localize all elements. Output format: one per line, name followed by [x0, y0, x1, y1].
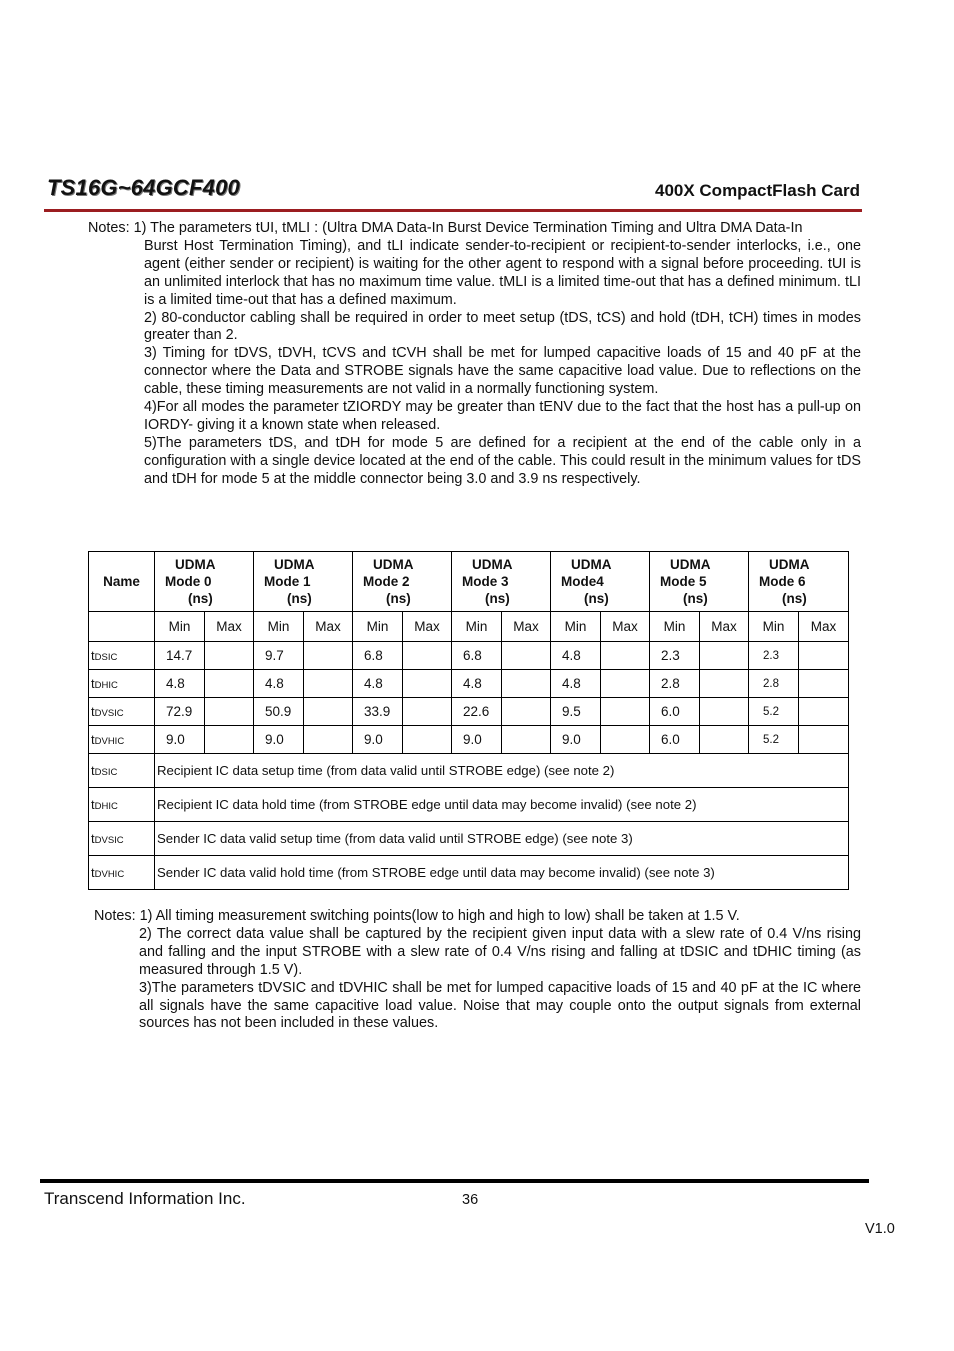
mode-column-header — [353, 552, 452, 612]
param-t: t — [91, 831, 95, 846]
mode-header-l2: Mode 1 — [264, 574, 311, 589]
param-t: t — [91, 704, 95, 719]
max-value — [304, 642, 353, 670]
mode-header-l3: (ns) — [485, 591, 510, 606]
max-value — [502, 642, 551, 670]
max-value — [799, 670, 849, 698]
table-row — [89, 670, 849, 698]
min-header: Min — [155, 612, 205, 642]
description-row — [89, 822, 849, 856]
min-value: 33.9 — [353, 698, 403, 726]
param-t: t — [91, 797, 95, 812]
param-subscript: DVSIC — [94, 708, 124, 719]
parameter-name — [89, 822, 155, 856]
param-t: t — [91, 763, 95, 778]
min-value: 50.9 — [254, 698, 304, 726]
note-2: 2) 80-conductor cabling shall be required in order to meet setup (tDS, tCS) and hold (tDH, tCH) times in modes greater than 2. — [144, 309, 861, 344]
max-value — [601, 642, 650, 670]
bottom-note-1: Notes: 1) All timing measurement switching points(low to high and high to low) shall be taken at 1.5 V. — [94, 908, 740, 924]
min-value: 6.8 — [452, 642, 502, 670]
min-value: 9.0 — [452, 726, 502, 754]
param-subscript: DVHIC — [94, 736, 125, 747]
min-value: 4.8 — [254, 670, 304, 698]
min-value: 9.0 — [551, 726, 601, 754]
min-value: 14.7 — [155, 642, 205, 670]
min-header: Min — [254, 612, 304, 642]
max-value — [502, 698, 551, 726]
min-value: 2.8 — [749, 670, 799, 698]
min-value: 6.0 — [650, 726, 700, 754]
max-value — [205, 698, 254, 726]
max-value — [403, 698, 452, 726]
max-value — [205, 670, 254, 698]
empty-cell — [89, 612, 155, 642]
bottom-note-2: 2) The correct data value shall be captured by the recipient given input data with a slew rate of 0.4 V/ns rising and falling and the input STROBE with a slew rate of 0.4 V/ns rising and falling at tDSIC and tDHIC timing (as measured through 1.5 V). — [139, 925, 861, 978]
max-value — [700, 698, 749, 726]
max-value — [601, 726, 650, 754]
max-value — [205, 726, 254, 754]
min-max-row — [89, 612, 849, 642]
min-value: 4.8 — [155, 670, 205, 698]
param-t: t — [91, 648, 95, 663]
max-value — [304, 670, 353, 698]
min-value: 2.3 — [650, 642, 700, 670]
parameter-name — [89, 754, 155, 788]
min-value: 6.0 — [650, 698, 700, 726]
bottom-note-3: 3)The parameters tDVSIC and tDVHIC shall be met for lumped capacitive loads of 15 and 40 pF at the IC where all signals have the same capacitive load value. Noise that may couple onto the output signals from external sources has not been included in these values. — [139, 979, 861, 1032]
mode-header-l1: UDMA — [571, 557, 612, 572]
mode-header-l2: Mode 3 — [462, 574, 509, 589]
max-header: Max — [205, 612, 254, 642]
mode-column-header — [254, 552, 353, 612]
min-value: 9.5 — [551, 698, 601, 726]
max-value — [700, 642, 749, 670]
mode-header-l3: (ns) — [584, 591, 609, 606]
timing-table — [88, 551, 849, 890]
param-subscript: DVHIC — [94, 869, 125, 880]
mode-header-l2: Mode 5 — [660, 574, 707, 589]
param-subscript: DVSIC — [94, 835, 124, 846]
mode-header-l2: Mode 0 — [165, 574, 212, 589]
note-1-rest: Burst Host Termination Timing), and tLI indicate sender-to-recipient or recipient-to-sender interlocks, i.e., one agent (either sender or recipient) is waiting for the other agent to respond with a signal before proceeding. tUI is an unlimited interlock that has no maximum time value. tMLI is a limited time-out that has a defined minimum. tLI is a limited time-out that has a defined maximum. — [144, 237, 861, 308]
max-value — [601, 698, 650, 726]
min-header: Min — [650, 612, 700, 642]
min-header: Min — [749, 612, 799, 642]
param-t: t — [91, 732, 95, 747]
note-5: 5)The parameters tDS, and tDH for mode 5 are defined for a recipient at the end of the cable only in a configuration with a single device located at the end of the cable. This could result in the minimum values for tDS and tDH for mode 5 at the middle connector being 3.0 and 3.9 ns respectively. — [144, 434, 861, 487]
min-value: 9.0 — [353, 726, 403, 754]
min-header: Min — [551, 612, 601, 642]
max-header: Max — [799, 612, 849, 642]
max-value — [700, 726, 749, 754]
document-title: TS16G~64GCF400 — [47, 175, 240, 200]
min-value: 72.9 — [155, 698, 205, 726]
notes-bottom — [94, 908, 861, 1033]
footer-rule — [40, 1179, 869, 1183]
mode-header-l2: Mode 2 — [363, 574, 410, 589]
max-value — [799, 726, 849, 754]
table-row — [89, 698, 849, 726]
max-header: Max — [700, 612, 749, 642]
mode-header-l3: (ns) — [188, 591, 213, 606]
min-value: 4.8 — [551, 670, 601, 698]
max-value — [403, 726, 452, 754]
max-header: Max — [601, 612, 650, 642]
notes-prefix: Notes: — [88, 220, 134, 236]
name-column-header: Name — [89, 552, 155, 612]
parameter-name — [89, 726, 155, 754]
parameter-name — [89, 698, 155, 726]
mode-header-l3: (ns) — [287, 591, 312, 606]
min-header: Min — [353, 612, 403, 642]
min-value: 5.2 — [749, 726, 799, 754]
parameter-name — [89, 670, 155, 698]
parameter-description: Sender IC data valid setup time (from data valid until STROBE edge) (see note 3) — [155, 822, 849, 856]
min-value: 2.3 — [749, 642, 799, 670]
min-value: 9.0 — [155, 726, 205, 754]
table-row — [89, 726, 849, 754]
max-header: Max — [304, 612, 353, 642]
parameter-name — [89, 856, 155, 890]
min-value: 4.8 — [551, 642, 601, 670]
mode-header-l3: (ns) — [782, 591, 807, 606]
mode-column-header — [749, 552, 849, 612]
mode-header-l1: UDMA — [769, 557, 810, 572]
mode-header-l3: (ns) — [683, 591, 708, 606]
max-value — [403, 670, 452, 698]
note-1-start: 1) The parameters tUI, tMLI : (Ultra DMA Data-In Burst Device Termination Timing and Ultra DMA Data-In — [133, 220, 803, 236]
parameter-description: Recipient IC data setup time (from data valid until STROBE edge) (see note 2) — [155, 754, 849, 788]
param-t: t — [91, 676, 95, 691]
max-value — [799, 698, 849, 726]
mode-header-l2: Mode4 — [561, 574, 604, 589]
version-label: V1.0 — [865, 1221, 895, 1237]
mode-header-l1: UDMA — [373, 557, 414, 572]
mode-header-l3: (ns) — [386, 591, 411, 606]
table-row — [89, 642, 849, 670]
parameter-name — [89, 788, 155, 822]
max-value — [403, 642, 452, 670]
parameter-description: Recipient IC data hold time (from STROBE edge until data may become invalid) (see note 2) — [155, 788, 849, 822]
max-value — [502, 670, 551, 698]
note-1-first-line — [88, 220, 861, 238]
table-header-row — [89, 552, 849, 612]
param-subscript: DHIC — [94, 680, 118, 691]
max-value — [601, 670, 650, 698]
param-subscript: DSIC — [94, 767, 118, 778]
min-value: 4.8 — [452, 670, 502, 698]
min-header: Min — [452, 612, 502, 642]
min-value: 4.8 — [353, 670, 403, 698]
description-row — [89, 856, 849, 890]
mode-header-l1: UDMA — [472, 557, 513, 572]
header-rule — [44, 209, 862, 212]
mode-column-header — [551, 552, 650, 612]
min-value: 2.8 — [650, 670, 700, 698]
note-4: 4)For all modes the parameter tZIORDY may be greater than tENV due to the fact that the host has a pull-up on IORDY- giving it a known state when released. — [144, 399, 861, 433]
parameter-name — [89, 642, 155, 670]
min-value: 9.7 — [254, 642, 304, 670]
note-3: 3) Timing for tDVS, tDVH, tCVS and tCVH shall be met for lumped capacitive loads of 15 and 40 pF at the connector where the Data and STROBE signals have the same capacitive load value. Due to reflections on the cable, these timing measurements are not valid in a normally functioning system. — [144, 345, 861, 398]
max-header: Max — [403, 612, 452, 642]
footer-company: Transcend Information Inc. — [44, 1189, 246, 1208]
mode-header-l2: Mode 6 — [759, 574, 806, 589]
max-value — [304, 698, 353, 726]
page-number: 36 — [462, 1192, 479, 1208]
description-row — [89, 754, 849, 788]
max-value — [799, 642, 849, 670]
parameter-description: Sender IC data valid hold time (from STROBE edge until data may become invalid) (see note 3) — [155, 856, 849, 890]
mode-column-header — [155, 552, 254, 612]
max-value — [205, 642, 254, 670]
param-subscript: DHIC — [94, 801, 118, 812]
param-t: t — [91, 865, 95, 880]
mode-header-l1: UDMA — [175, 557, 216, 572]
mode-column-header — [650, 552, 749, 612]
max-value — [502, 726, 551, 754]
max-value — [700, 670, 749, 698]
document-subtitle: 400X CompactFlash Card — [654, 181, 860, 200]
description-row — [89, 788, 849, 822]
param-subscript: DSIC — [94, 652, 118, 663]
mode-header-l1: UDMA — [274, 557, 315, 572]
max-value — [304, 726, 353, 754]
mode-column-header — [452, 552, 551, 612]
mode-header-l1: UDMA — [670, 557, 711, 572]
min-value: 6.8 — [353, 642, 403, 670]
min-value: 22.6 — [452, 698, 502, 726]
min-value: 9.0 — [254, 726, 304, 754]
min-value: 5.2 — [749, 698, 799, 726]
max-header: Max — [502, 612, 551, 642]
notes-top — [88, 220, 861, 489]
